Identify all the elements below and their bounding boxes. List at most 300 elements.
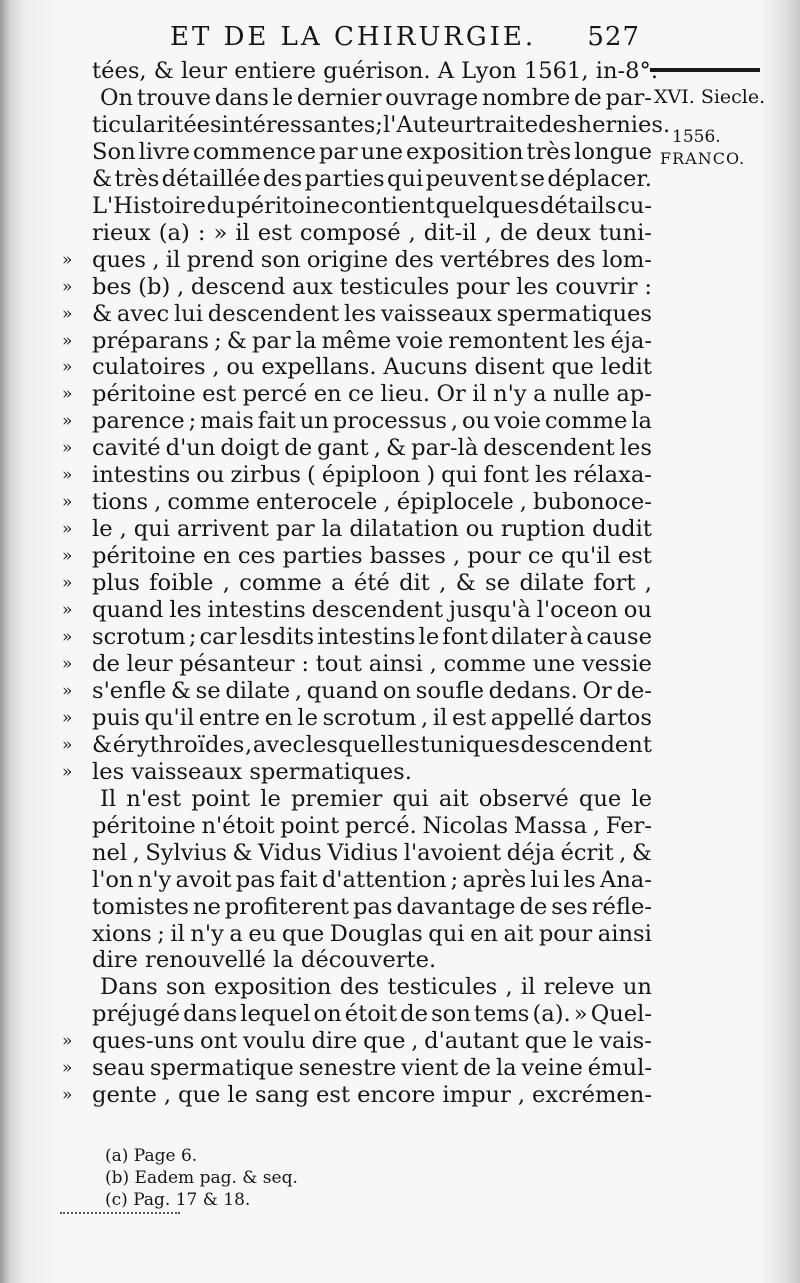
word: épiploon [321, 462, 421, 489]
word: n'y [190, 920, 224, 947]
text-line [62, 381, 652, 408]
line-text [92, 220, 652, 247]
quote-mark: » [62, 330, 73, 351]
word: seau [92, 1055, 145, 1082]
word: il [170, 920, 185, 947]
word: le [572, 1028, 594, 1055]
word: que [178, 1082, 221, 1109]
word: écrit [560, 839, 614, 866]
word: foible [149, 570, 214, 597]
word: de [284, 435, 313, 462]
quote-mark: » [62, 1031, 73, 1052]
word: un [299, 408, 329, 435]
word: par-là [411, 435, 479, 462]
word: percé [242, 381, 308, 408]
text-line [62, 489, 652, 516]
word: ledit [600, 354, 652, 381]
word: ou [226, 354, 255, 381]
margin-rule [650, 68, 760, 72]
word: qui [441, 462, 478, 489]
word: n'étoit [201, 812, 275, 839]
word: la [321, 516, 343, 543]
word: & [170, 677, 191, 704]
word: son [431, 1001, 471, 1028]
word: le [92, 516, 113, 543]
word: lieu. [380, 381, 431, 408]
word: parence [92, 408, 185, 435]
word: n'y [137, 866, 172, 893]
line-text [92, 301, 652, 328]
word: spermatique [149, 1055, 294, 1082]
word: ses [551, 893, 588, 920]
word: de [400, 1001, 429, 1028]
word: ouvrage [385, 84, 479, 111]
word: qu'il [144, 704, 195, 731]
text-line [62, 894, 652, 921]
line-text [92, 328, 652, 355]
text-line [62, 624, 652, 651]
word: à [569, 624, 584, 651]
word: déja [506, 839, 556, 866]
word: intéressantes [221, 111, 376, 138]
word: tout [315, 650, 363, 677]
word: & [386, 435, 407, 462]
word: descendent [483, 435, 615, 462]
word: le [297, 704, 318, 731]
word: (a). [532, 1001, 571, 1028]
word: de [499, 219, 528, 246]
word: péritoine [236, 192, 341, 219]
word: dit-il [423, 219, 477, 246]
text-line [62, 408, 652, 435]
text-line [62, 139, 652, 166]
line-text [92, 840, 652, 867]
word: tions [92, 489, 149, 516]
word: disent [474, 354, 545, 381]
word: » [213, 219, 228, 246]
word: une [360, 138, 404, 165]
word: dernier [296, 84, 382, 111]
word: vaisseaux [381, 300, 492, 327]
word: avoit [175, 866, 232, 893]
word: , [439, 570, 447, 597]
word: : [301, 650, 309, 677]
word: n'y [493, 381, 527, 408]
word: ; [214, 327, 222, 354]
word: péritoine [92, 381, 196, 408]
line-text [92, 570, 652, 597]
word: érythroïdes [112, 731, 245, 758]
line-text [100, 85, 652, 112]
word: des [556, 246, 596, 273]
word: L'Histoire [92, 192, 206, 219]
quote-mark: » [62, 1085, 73, 1106]
word: puis [92, 704, 140, 731]
word: le [227, 1082, 248, 1109]
word: » [573, 1001, 588, 1028]
text-line [62, 166, 652, 193]
running-title: ET DE LA CHIRURGIE. [170, 22, 537, 52]
word: , [294, 677, 303, 704]
quote-mark [62, 193, 92, 220]
line-text [92, 166, 652, 193]
word: cause [586, 624, 652, 651]
word: Or [436, 381, 466, 408]
word: trouve [136, 84, 211, 111]
word: est [257, 219, 292, 246]
word: été [353, 570, 390, 597]
word: , [519, 489, 527, 516]
word: releve [543, 974, 615, 1001]
word: pour [456, 273, 510, 300]
word: de- [616, 677, 652, 704]
text-line [62, 678, 652, 705]
word: vais- [599, 1028, 652, 1055]
line-text [92, 489, 652, 516]
line-text [92, 381, 652, 408]
text-line [62, 786, 652, 813]
word: lequel [240, 1001, 311, 1028]
word: d'autant [424, 1028, 519, 1055]
line-text [92, 1055, 652, 1082]
word: ; [375, 111, 383, 138]
word: de [92, 650, 120, 677]
word: se [485, 570, 511, 597]
word: Ana- [599, 866, 652, 893]
body-text [62, 58, 671, 1109]
word: étoit [344, 1001, 398, 1028]
word: fort [593, 570, 636, 597]
word: Son [92, 138, 136, 165]
quote-mark [62, 220, 92, 247]
word: lom- [602, 246, 652, 273]
word: très [526, 138, 572, 165]
word: préparans [92, 327, 209, 354]
word: premier [290, 785, 383, 812]
line-text [92, 705, 652, 732]
word: : [644, 273, 652, 300]
word: dilate [225, 677, 291, 704]
word: comme [443, 650, 527, 677]
page-number: 527 [587, 22, 640, 52]
word: car [199, 624, 237, 651]
word: pour [538, 920, 593, 947]
text-line [62, 193, 652, 220]
word: soufle [415, 677, 484, 704]
word: le [260, 785, 281, 812]
word: font [483, 462, 530, 489]
word: ait [503, 920, 534, 947]
line-text [92, 894, 652, 921]
word: péritoine [92, 812, 196, 839]
quote-mark: » [62, 680, 73, 701]
word: après [462, 866, 527, 893]
text-line [62, 840, 652, 867]
text-line [62, 1028, 652, 1055]
word: rélaxa- [573, 462, 652, 489]
word: , [505, 974, 513, 1001]
word: font [442, 624, 488, 651]
line-text [92, 408, 652, 435]
word: peuvent [425, 165, 518, 192]
word: qu'il [561, 543, 611, 570]
word: scrotum [92, 624, 186, 651]
text-line [62, 947, 652, 974]
word: est [452, 704, 487, 731]
word: processus [332, 408, 447, 435]
word: , [222, 570, 230, 597]
word: dilatation [349, 516, 459, 543]
word: Nicolas [422, 812, 509, 839]
text-line [62, 867, 652, 894]
word: ont [200, 1028, 238, 1055]
text-line [62, 732, 652, 759]
footnote-a: (a) Page 6. [105, 1146, 198, 1166]
word: détails [539, 192, 617, 219]
word: réfle- [591, 893, 652, 920]
line-text [92, 921, 652, 948]
word: que [281, 920, 325, 947]
quote-mark: » [62, 357, 73, 378]
word: Aucuns [383, 354, 468, 381]
word: par [276, 516, 315, 543]
word: , [152, 246, 160, 273]
line-text: les vaisseaux spermatiques. [92, 758, 412, 785]
word: nombre [481, 84, 571, 111]
word: cu- [617, 192, 652, 219]
word: pas [235, 866, 276, 893]
word: nulle [552, 381, 610, 408]
word: les [573, 327, 606, 354]
word: ques-uns [92, 1028, 195, 1055]
word: comme [544, 408, 628, 435]
word: on [313, 1001, 342, 1028]
word: lui [173, 300, 203, 327]
word: , [644, 570, 652, 597]
word: des [339, 974, 380, 1001]
text-line [62, 921, 652, 948]
word: sang [254, 1082, 310, 1109]
word: & [226, 327, 247, 354]
word: basses [369, 543, 446, 570]
word: quand [306, 677, 379, 704]
quote-mark: » [62, 303, 73, 324]
word: , [517, 1082, 526, 1109]
word: descendent [311, 597, 444, 624]
word: on [382, 677, 412, 704]
word: dit [399, 570, 430, 597]
word: ce [348, 381, 375, 408]
word: de [519, 893, 548, 920]
word: ou [196, 462, 225, 489]
word: les [516, 273, 549, 300]
word: avec [116, 300, 170, 327]
word: : [197, 219, 206, 246]
word: appellé [490, 704, 575, 731]
quote-mark [62, 112, 92, 139]
word: Quel- [590, 1001, 652, 1028]
word: plus [92, 570, 140, 597]
word: hernies. [577, 111, 671, 138]
word: en [470, 920, 498, 947]
text-line [62, 220, 652, 247]
word: zirbus [230, 462, 301, 489]
word: Or [582, 677, 612, 704]
text-line [62, 1082, 652, 1109]
quote-mark [62, 867, 92, 894]
word: ce [527, 543, 554, 570]
word: les [535, 462, 568, 489]
word: intestins [317, 624, 416, 651]
word: & [92, 165, 113, 192]
footnote-c: (c) Pag. 17 & 18. [105, 1190, 251, 1210]
word: qui [133, 516, 170, 543]
word: vertébres [440, 246, 550, 273]
word: se [520, 165, 546, 192]
quote-mark: » [62, 573, 73, 594]
text-line [62, 705, 652, 732]
word: gente [92, 1082, 157, 1109]
word: une [532, 650, 576, 677]
margin-author: FRANCO. [660, 149, 746, 168]
word: est [617, 543, 652, 570]
word: que [524, 1028, 568, 1055]
word: comme [167, 489, 250, 516]
word: dedans. [488, 677, 578, 704]
word: son [166, 974, 206, 1001]
word: testicules [339, 273, 450, 300]
word: ou [465, 516, 494, 543]
word: ) [426, 462, 436, 489]
word: dudit [592, 516, 652, 543]
word: du [206, 192, 236, 219]
word: & [631, 839, 652, 866]
word: épiplocele [396, 489, 514, 516]
word: en [313, 381, 342, 408]
line-text [92, 1001, 652, 1028]
text-line [62, 58, 659, 85]
word: d'un [165, 435, 216, 462]
word: Dans [100, 974, 158, 1001]
word: fait [279, 866, 318, 893]
word: ; [157, 920, 165, 947]
word: & [232, 839, 253, 866]
quote-mark [62, 139, 92, 166]
word: , [411, 1028, 419, 1055]
word: scrotum [322, 704, 417, 731]
word: mais [200, 408, 254, 435]
quote-mark: » [62, 1058, 73, 1079]
quote-mark: » [62, 546, 73, 567]
line-text [92, 1082, 652, 1109]
word: pour [467, 543, 521, 570]
word: dire [311, 1028, 358, 1055]
text-line [62, 462, 652, 489]
word: éja- [610, 327, 652, 354]
word: impur [442, 1082, 511, 1109]
word: , [177, 273, 185, 300]
word: bes [92, 273, 132, 300]
line-text: dire renouvellé la découverte. [92, 947, 437, 974]
word: il [165, 246, 181, 273]
word: les [344, 300, 377, 327]
word: qui [386, 165, 424, 192]
word: il [432, 704, 448, 731]
line-text: tées, & leur entiere guérison. A Lyon 1561, in-8°. [92, 58, 659, 84]
word: parties [304, 165, 385, 192]
word: tomistes [92, 893, 189, 920]
line-text [92, 516, 652, 543]
word: dans [183, 1001, 238, 1028]
line-text [92, 247, 652, 274]
word: nel [92, 839, 128, 866]
quote-mark: » [62, 653, 73, 674]
word: lui [530, 866, 560, 893]
page-header [170, 22, 640, 52]
word: , [421, 704, 429, 731]
word: les [169, 597, 202, 624]
footnotes [105, 1145, 405, 1211]
word: l'oceon [536, 597, 618, 624]
word: encore [357, 1082, 436, 1109]
word: rieux [92, 219, 151, 246]
word: ap- [616, 381, 652, 408]
word: il [472, 381, 487, 408]
text-line [62, 435, 652, 462]
word: , [429, 650, 437, 677]
quote-mark: » [62, 384, 73, 405]
word: ou [623, 597, 652, 624]
word: quelques [435, 192, 540, 219]
word: d'attention [321, 866, 447, 893]
word: le [631, 785, 652, 812]
word: couvrir [555, 273, 638, 300]
word: voie [396, 327, 444, 354]
text-line [62, 1001, 652, 1028]
text-line [62, 759, 652, 786]
word: déplacer. [547, 165, 652, 192]
word: il [520, 974, 536, 1001]
word: exposition [406, 138, 524, 165]
word: composé [299, 219, 401, 246]
word: ne [192, 893, 221, 920]
text-line [62, 85, 652, 112]
text-line [62, 274, 652, 301]
word: contient [340, 192, 435, 219]
word: intestins [207, 597, 306, 624]
word: dilater [491, 624, 567, 651]
text-line [62, 111, 671, 139]
quote-mark [62, 813, 92, 840]
word: bubonoce- [533, 489, 652, 516]
word: est [316, 1082, 351, 1109]
word: se [195, 677, 221, 704]
quote-mark: » [62, 627, 73, 648]
margin-century: XVI. Siecle. [654, 86, 766, 108]
quote-mark [62, 921, 92, 948]
word: longue [574, 138, 652, 165]
word: , [212, 354, 220, 381]
word: ; [188, 624, 197, 651]
word: ticularitées [92, 111, 222, 138]
word: tuni- [598, 219, 652, 246]
word: Vidius [327, 839, 399, 866]
word: tems [473, 1001, 530, 1028]
word: leur [126, 650, 173, 677]
footnote-b: (b) Eadem pag. & seq. [105, 1168, 298, 1188]
word: a [331, 570, 345, 597]
line-text [92, 139, 652, 166]
